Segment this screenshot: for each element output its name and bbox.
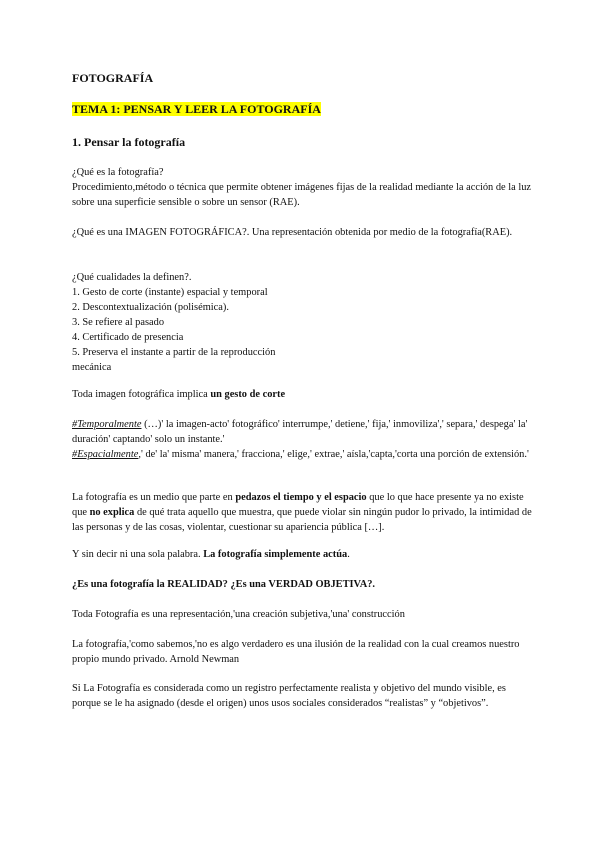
medio-bold-2: no explica xyxy=(89,507,135,518)
actua-paragraph xyxy=(72,547,534,562)
temporal-paragraph xyxy=(72,417,534,447)
medio-bold-1: pedazos el tiempo y el espacio xyxy=(235,492,367,503)
list-item: 5. Preserva el instante a partir de la reproducción xyxy=(72,347,276,358)
medio-text-2: que lo que hace presente ya no existe que xyxy=(72,492,524,518)
registro-paragraph: Si La Fotografía es considerada como un registro perfectamente realista y objetivo del mundo visible, es porque se le ha asignado (desde el origen) unos usos sociales considerados “realistas” y “objetivos”. xyxy=(72,683,506,709)
medio-paragraph xyxy=(72,490,534,535)
corte-bold: un gesto de corte xyxy=(210,389,286,400)
temporal-label: #Temporalmente xyxy=(72,419,142,430)
question-qualities: ¿Qué cualidades la definen?. xyxy=(72,272,192,283)
document-title: FOTOGRAFÍA xyxy=(72,71,154,85)
list-item: 4. Certificado de presencia xyxy=(72,332,184,343)
list-item: 2. Descontextualización (polisémica). xyxy=(72,302,229,313)
list-item: mecánica xyxy=(72,362,112,373)
tema-highlight: TEMA 1: PENSAR Y LEER LA FOTOGRAFÍA xyxy=(72,102,321,116)
answer-definition: Procedimiento,método o técnica que permite obtener imágenes fijas de la realidad mediante la acción de la luz sobre una superficie sensible o sobre un sensor (RAE). xyxy=(72,182,532,208)
question-what-is-photography: ¿Qué es la fotografía? xyxy=(72,167,164,178)
medio-text-3: de qué trata aquello que muestra, que puede violar sin ningún pudor lo privado, la intimidad de las personas y de las cosas, violentar, cuestionar su apariencia pública […]. xyxy=(72,507,532,533)
espacial-text: ,' de' la' misma' manera,' fracciona,' elige,' extrae,' aísla,'capta,'corta una porción de extensión.' xyxy=(138,449,529,460)
question-photographic-image: ¿Qué es una IMAGEN FOTOGRÁFICA?. Una representación obtenida por medio de la fotografía(RAE). xyxy=(72,227,513,238)
list-item: 3. Se refiere al pasado xyxy=(72,317,165,328)
espacial-label: #Espacialmente xyxy=(72,449,139,460)
question-reality: ¿Es una fotografía la REALIDAD? ¿Es una VERDAD OBJETIVA?. xyxy=(72,579,376,590)
medio-text-1: La fotografía es un medio que parte en xyxy=(72,492,236,503)
actua-bold: La fotografía simplemente actúa xyxy=(203,549,348,560)
corte-text: Toda imagen fotográfica implica xyxy=(72,389,211,400)
actua-text: Y sin decir ni una sola palabra. xyxy=(72,549,204,560)
section-heading: 1. Pensar la fotografía xyxy=(72,135,186,149)
corte-paragraph xyxy=(72,387,534,402)
temporal-text: (…)' la imagen-acto' fotográfico' interrumpe,' detiene,' fija,' inmoviliza',' separa,' despega' la' duración' captando' solo un instante.' xyxy=(72,419,528,445)
espacial-paragraph xyxy=(72,447,534,462)
representation-paragraph: Toda Fotografía es una representación,'una creación subjetiva,'una' construcción xyxy=(72,609,405,620)
qualities-list xyxy=(72,285,534,375)
actua-end: . xyxy=(347,549,350,560)
newman-quote: La fotografía,'como sabemos,'no es algo verdadero es una ilusión de la realidad con la cual creamos nuestro propio mundo privado. Arnold Newman xyxy=(72,639,520,665)
list-item: 1. Gesto de corte (instante) espacial y temporal xyxy=(72,287,268,298)
tema-heading xyxy=(72,102,321,117)
